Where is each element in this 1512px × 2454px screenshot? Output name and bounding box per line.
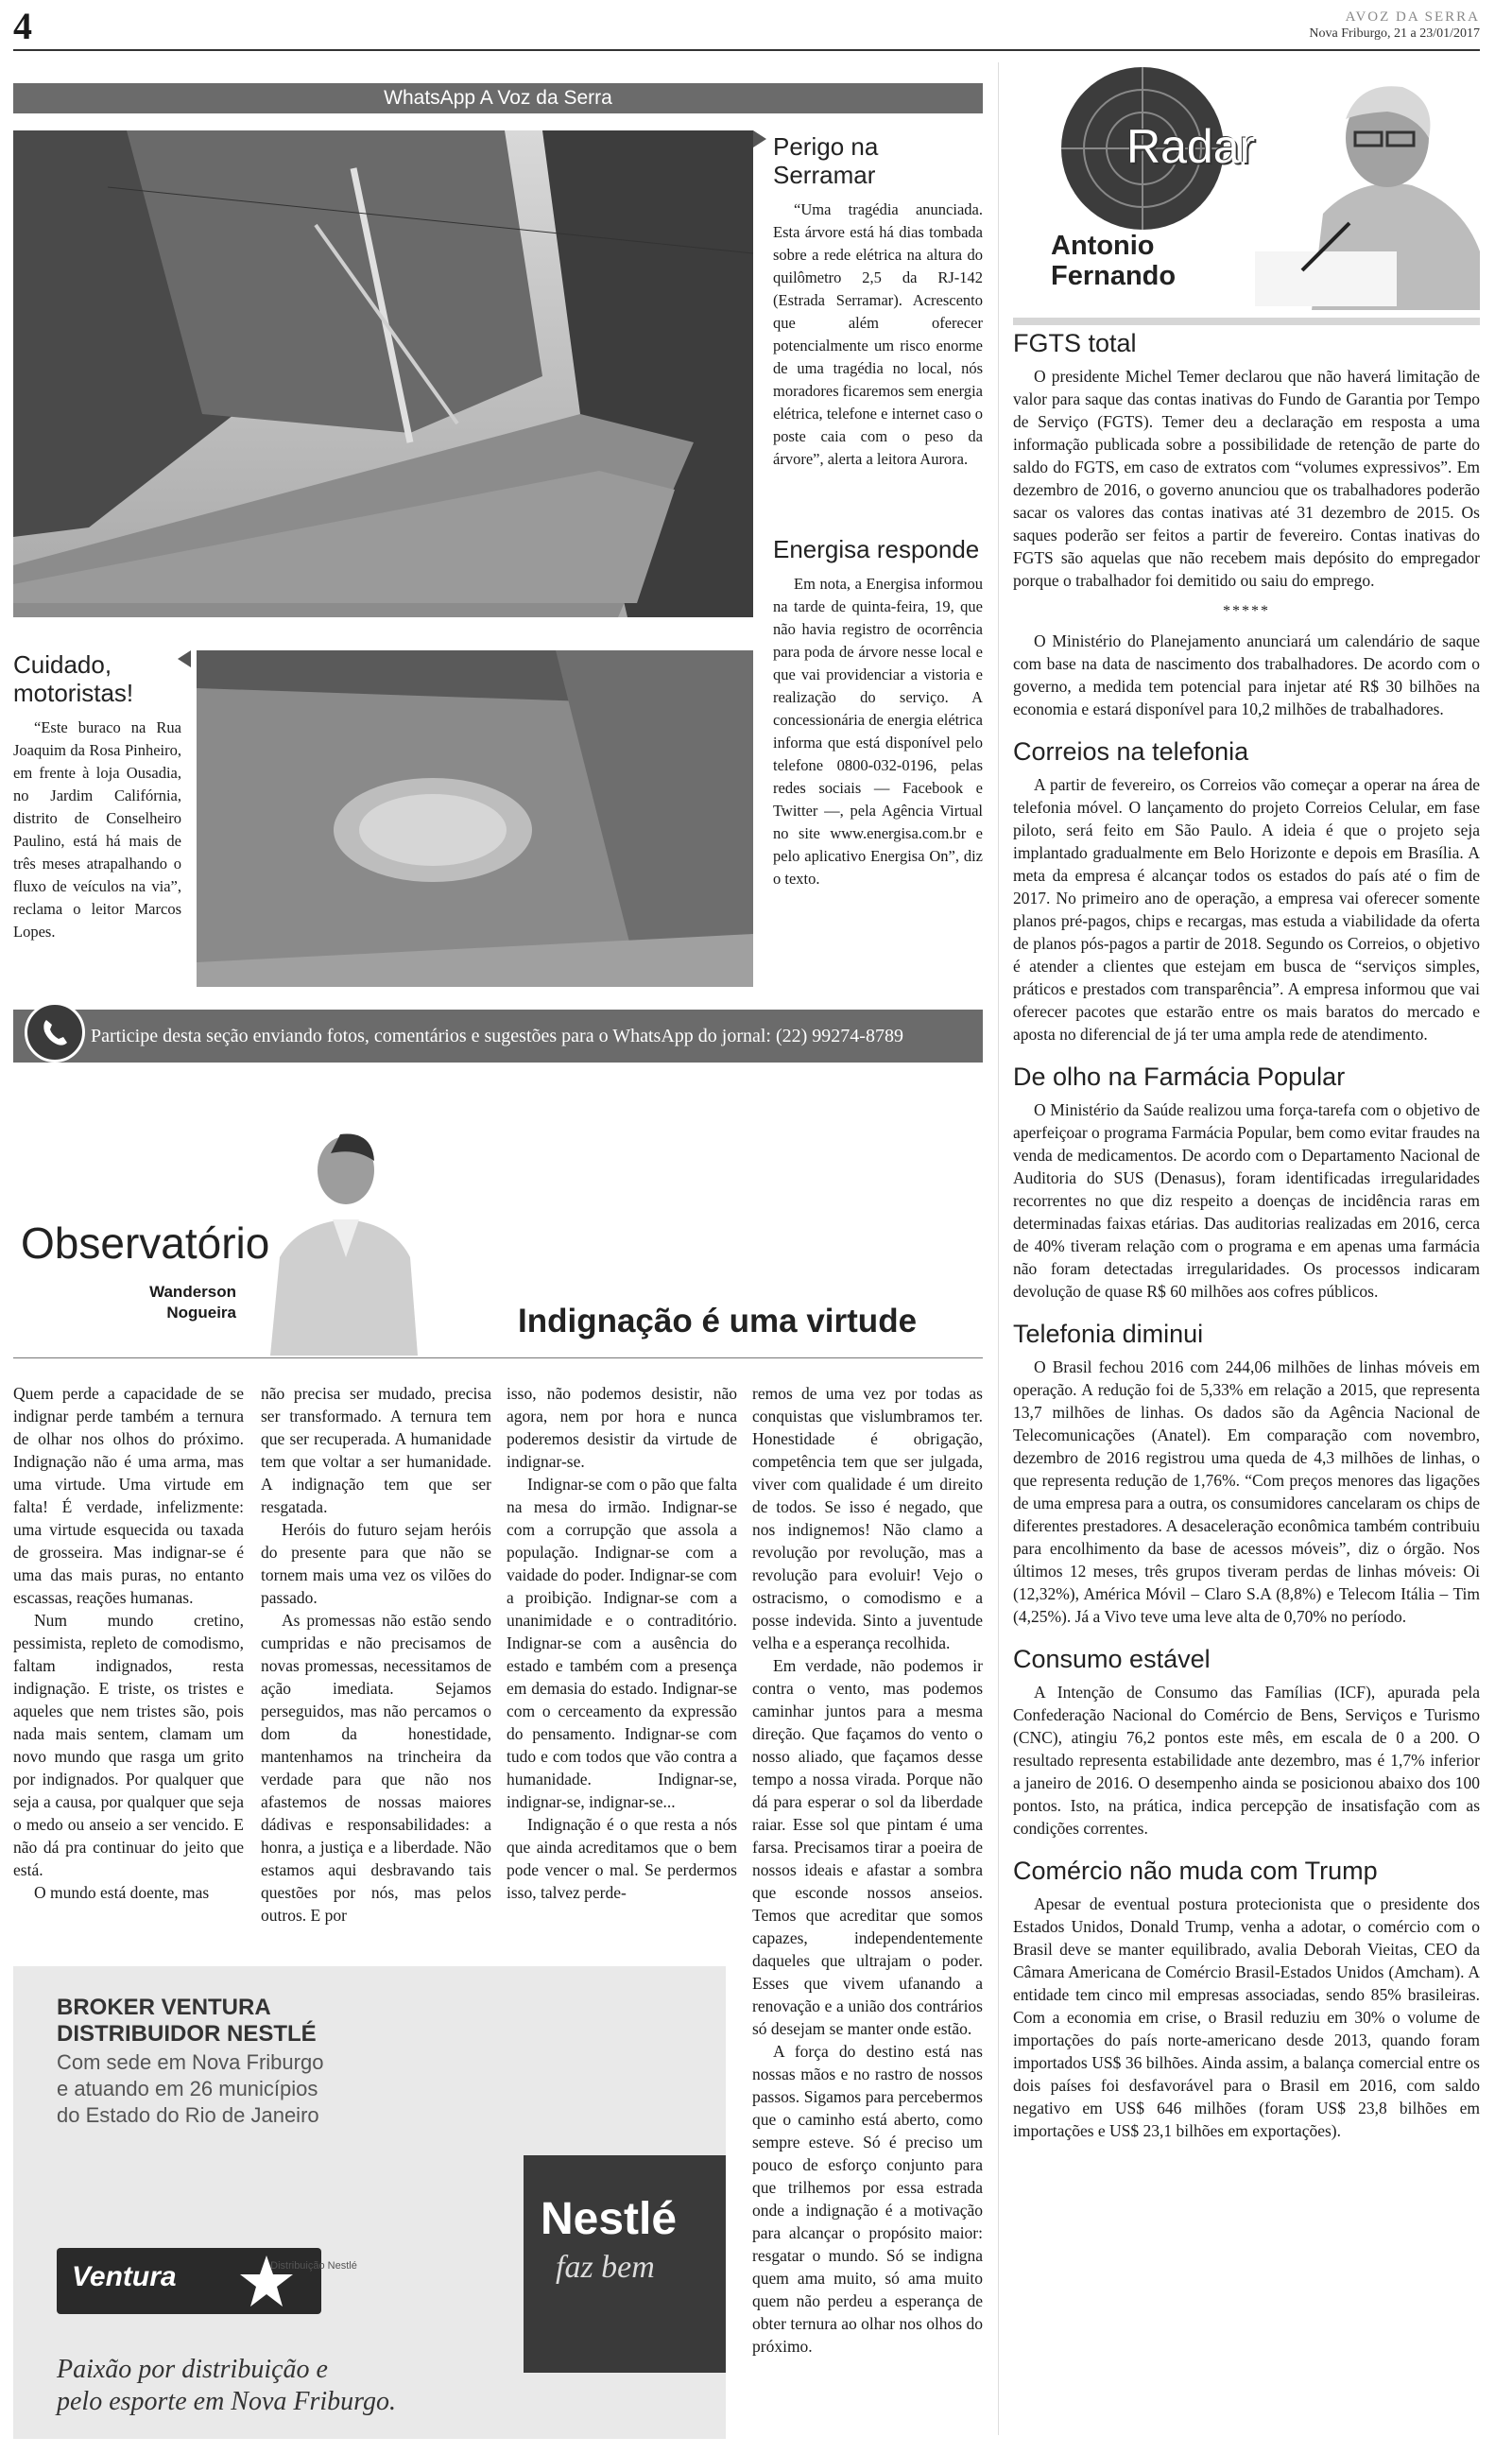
radar-item-comercio xyxy=(1013,1857,1480,2142)
ventura-logo-text: Ventura xyxy=(72,2261,177,2292)
obs-para: Indignação é o que resta a nós que ainda acreditamos que o bem pode vencer o mal. Se perdermos isso, talvez perde- xyxy=(507,1815,737,1902)
obs-para: A força do destino está nas nossas mãos e no rastro de nossos passos. Sigamos para percebermos que o caminho está aberto, como sempre esteve. Só é preciso um pouco de esforço conjunto para que trilhemos por essa estrada onde a indignação é a motivação para alcançar o propósito maior: resgatar o mundo. Só se indigna quem ama muito, só ama muito quem não perdeu a esperança de obter ternura ao olhar nos olhos do próximo. xyxy=(752,2042,983,2356)
ad-line-1: BROKER VENTURA xyxy=(57,1995,271,2020)
ad-distrib-badge xyxy=(266,2248,361,2314)
nestle-logo: Nestlé xyxy=(541,2194,678,2244)
observatorio-col-1 xyxy=(13,1382,244,1904)
photo-tree-on-power-line xyxy=(13,130,753,617)
observatorio-author: Wanderson Nogueira xyxy=(149,1283,236,1322)
observatorio-rule xyxy=(13,1357,983,1358)
photo-tree-illustration xyxy=(13,130,753,617)
radar-item-title: Consumo estável xyxy=(1013,1645,1211,1673)
radar-item-telefonia xyxy=(1013,1320,1480,1628)
radar-para: O presidente Michel Temer declarou que não haverá limitação de valor para saque das contas inativas do Fundo de Garantia por Tempo de Serviço (FGTS). Temer deu a declaração em resposta a uma informação publicada sobre a possibilidade de retenção de parte do saldo do FGTS, em caso de extratos com “volumes expressivos”. Em dezembro de 2016, o governo anunciou que os trabalhadores poderão sacar os valores das contas inativas até 31 dezembro de 2015. Os saques poderão ser feitos a partir de fevereiro. Contas inativas do FGTS são aquelas que não recebem mais depósito do empregador porque o trabalhador foi demitido ou saiu do emprego. xyxy=(1013,367,1480,590)
ad-tagline-2: pelo esporte em Nova Friburgo. xyxy=(57,2387,397,2416)
whatsapp-item-buraco xyxy=(13,650,181,943)
author-photo-wanderson xyxy=(261,1125,425,1356)
item-text-buraco: “Este buraco na Rua Joaquim da Rosa Pinheiro, em frente à loja Ousadia, no Jardim Califórnia, distrito de Conselheiro Paulino, está há mais de três meses atrapalhando o fluxo de veículos na via”, reclama o leitor Marcos Lopes. xyxy=(13,718,181,941)
item-text-serramar: “Uma tragédia anunciada. Esta árvore está há dias tombada sobre a rede elétrica na altura do quilômetro 2,5 da RJ-142 (Estrada Serramar). Acrescento que além oferecer potencialmente um risco enorme de uma tragédia no local, nós moradores ficaremos sem energia elétrica, telefone e internet caso o poste caia com o peso da árvore”, alerta a leitora Aurora. xyxy=(773,200,983,468)
photo-pothole xyxy=(197,650,753,987)
obs-para: Em verdade, não podemos ir contra o vento, mas podemos caminhar juntos para a mesma direção. Que façamos do vento o nosso aliado, que façamos desse tempo a nossa virada. Porque não dá para esperar o sol da liberdade raiar. Esse sol que pintam é uma farsa. Precisamos tirar a poeira de nossos ideais e afastar a sombra que esconde nossos anseios. Temos que acreditar que somos capazes, independentemente daqueles que ultrajam o poder. Esses que vivem ufanando a renovação e a união dos contrários só desejam se manter onde estão. xyxy=(752,1656,983,2038)
ad-broker-ventura[interactable] xyxy=(13,1966,726,2439)
item-text-energisa: Em nota, a Energisa informou na tarde de quinta-feira, 19, que não havia registro de ocorrência para poda de árvore nesse local e que vai providenciar a vistoria e realização do serviço. A concessionária de energia elétrica informa que está disponível pelo telefone 0800-032-0196, pelas redes sociais — Facebook e Twitter —, pela Agência Virtual no site www.energisa.com.br e pelo aplicativo Energisa On”, diz o texto. xyxy=(773,575,983,888)
radar-author-first: Antonio xyxy=(1051,231,1155,261)
whatsapp-item-energisa xyxy=(773,535,983,890)
ad-nestle-block xyxy=(524,2155,726,2373)
radar-item-title: Correios na telefonia xyxy=(1013,737,1249,766)
item-title-serramar: Perigo na Serramar xyxy=(773,132,879,189)
radar-items xyxy=(1013,329,1480,2142)
radar-item-title: Comércio não muda com Trump xyxy=(1013,1857,1378,1885)
ad-line-4: e atuando em 26 municípios xyxy=(57,2077,318,2100)
radar-para: O Ministério do Planejamento anunciará um calendário de saque com base na data de nascimento dos trabalhadores. De acordo com o governo, a medida tem potencial para injetar até R$ 30 bilhões na economia e estará disponível para 10,2 milhões de trabalhadores. xyxy=(1013,631,1480,718)
whatsapp-banner xyxy=(13,83,983,113)
obs-para: Quem perde a capacidade de se indignar perde também a ternura de olhar nos olhos do próximo. Indignação não é uma arma, mas uma virtude. Uma virtude em falta! É verdade, infelizmente: uma virtude esquecida ou taxada de grosseira. Mas indignar-se é uma das mais puras, no entanto escassas, reações humanas. xyxy=(13,1384,244,1607)
ad-line-2: DISTRIBUIDOR NESTLÉ xyxy=(57,2021,317,2047)
whatsapp-banner-title: WhatsApp A Voz da Serra xyxy=(384,87,612,109)
obs-para: Num mundo cretino, pessimista, repleto de comodismo, faltam indignados, resta indignação. E triste, os tristes e aqueles que nem tristes são, pois nada mais sentem, clamam um novo mundo que rasga um grito por indignados. Por qualquer que seja a causa, por qualquer que seja o medo ou anseio a ser vencido. E não dá pra continuar do jeito que está. xyxy=(13,1611,244,1879)
radar-author-last: Fernando xyxy=(1051,261,1177,291)
radar-para: A Intenção de Consumo das Famílias (ICF), apurada pela Confederação Nacional do Comércio de Bens, Serviços e Turismo (CNC), atingiu 76,2 pontos este mês, em escala de 0 a 200. O resultado representa estabilidade ante dezembro, mas é 1,7% inferior a janeiro de 2016. O desempenho ainda se posicionou abaixo dos 100 pontos. Isto, na prática, indica percepção de insatisfação com as condições correntes. xyxy=(1013,1683,1480,1838)
observatorio-col-2 xyxy=(261,1382,491,1927)
ad-line-3: Com sede em Nova Friburgo xyxy=(57,2050,324,2074)
radar-item-farmacia xyxy=(1013,1063,1480,1303)
radar-item-title: Telefonia diminui xyxy=(1013,1320,1204,1348)
radar-para: O Brasil fechou 2016 com 244,06 milhões de linhas móveis em operação. A redução foi de 5,33% em relação a 2015, que representa 13,7 milhões de linhas. Os dados são da Agência Nacional de Telecomunicações (Anatel). Em comparação com novembro, dezembro de 2016 registrou uma queda de 4,3 milhões de linhas, o que representa redução de 1,76%. “Com preços menores das ligações de uma empresa para a outra, os consumidores cancelaram os chips de diferentes prestadores. A desaceleração econômica também contribuiu para encolhimento da base de acessos móveis”, diz o órgão. Nos últimos 12 meses, três grupos tiveram perdas de linhas móveis: Oi (12,32%), América Móvil – Claro S.A (8,8%) e Telecom Itália – Tim (4,25%). Já a Vivo teve uma leve alta de 0,70% no período. xyxy=(1013,1357,1480,1626)
observatorio-col-4 xyxy=(752,1382,983,2358)
whatsapp-item-serramar xyxy=(773,132,983,471)
obs-para: Indignar-se com o pão que falta na mesa do irmão. Indignar-se com a corrupção que assola a população. Indignar-se com a vaidade do poder. Indignar-se com a proibição. Indignar-se com a unanimidade e o contraditório. Indignar-se com a ausência do estado e também com a presença em demasia do estado. Indignar-se com o cerceamento da expressão do pensamento. Indignar-se com tudo e com todos que vão contra a humanidade. Indignar-se, indignar-se, indignar-se... xyxy=(507,1475,737,1811)
radar-item-consumo xyxy=(1013,1645,1480,1840)
radar-header xyxy=(1013,62,1480,325)
person-silhouette-icon xyxy=(261,1125,425,1356)
obs-para: As promessas não estão sendo cumpridas e não precisamos de novas promessas, necessitamos de ação imediata. Sejamos perseguidos, mas não percamos o dom da honestidade, mantenhamos na trincheira da verdade para que não nos afastemos de nossas maiores dádivas e responsabilidades: a honra, a justiça e a liberdade. Não estamos aqui desbravando tais questões por nós, mas pelos outros. E por xyxy=(261,1611,491,1925)
ad-tagline-1: Paixão por distribuição e xyxy=(57,2355,328,2384)
radar-para: Apesar de eventual postura protecionista que o presidente dos Estados Unidos, Donald Trump, venha a adotar, o comércio com o Brasil deve se manter equilibrado, avalia Deborah Vieitas, CEO da Câmara Americana de Comércio Brasil-Estados Unidos (Amcham). A entidade tem cinco mil empresas associadas, sendo 85% brasileiras. Com a economia em crise, o Brasil reduziu em 30% o volume de importações do país norte-americano desde 2013, quando foram importados US$ 36 bilhões. Ainda assim, a balança comercial entre os dois países foi desfavorável para o Brasil em 2016, com saldo negativo em US$ 646 milhões (foram US$ 23,8 bilhões em importações e US$ 23,1 bilhões em exportações). xyxy=(1013,1894,1480,2140)
whatsapp-footer-text: Participe desta seção enviando fotos, comentários e sugestões para o WhatsApp do jornal: (22) 99274-8789 xyxy=(91,1026,903,1046)
author-photo-antonio xyxy=(1236,62,1480,310)
item-title-energisa: Energisa responde xyxy=(773,535,980,563)
photo-pothole-illustration xyxy=(197,650,753,987)
nestle-slogan: faz bem xyxy=(556,2250,655,2285)
radar-item-fgts xyxy=(1013,329,1480,720)
observatorio-headline: Indignação é uma virtude xyxy=(518,1303,918,1339)
header-rule xyxy=(13,49,1480,51)
paper-name: AVOZ DA SERRA xyxy=(1345,9,1480,25)
radar-item-title: De olho na Farmácia Popular xyxy=(1013,1063,1346,1091)
distrib-badge-text: Distribuição Nestlé xyxy=(270,2260,357,2272)
person-writing-illustration xyxy=(1236,62,1480,310)
radar-para: A partir de fevereiro, os Correios vão começar a operar na área de telefonia móvel. O lançamento do projeto Correios Celular, em fase piloto, será feito em São Paulo. A ideia é que o projeto seja implantado gradualmente em Belo Horizonte e depois em Brasília. A meta da empresa é alcançar todos os estados do país até o fim de 2017. No primeiro ano de operação, a empresa vai oferecer somente planos pré-pagos, chips e recargas, mas estuda a viabilidade da oferta de planos pós-pagos a partir de 2018. Segundo os Correios, o objetivo é atender a clientes que estejam em busca de “serviços simples, práticos e prestados com transparência”. A empresa informou que vai oferecer pacotes que estarão entre os mais baratos do mercado e aposta no diferencial de já ter uma ampla rede de atendimento. xyxy=(1013,775,1480,1044)
ad-line-5: do Estado do Rio de Janeiro xyxy=(57,2103,319,2127)
item-title-buraco: Cuidado, motoristas! xyxy=(13,650,134,707)
page-number: 4 xyxy=(13,5,32,47)
radar-column-name: Radar xyxy=(1126,120,1256,173)
radar-separator: ***** xyxy=(1223,603,1270,619)
observatorio-col-3 xyxy=(507,1382,737,1904)
obs-para: isso, não podemos desistir, não agora, nem por hora e nunca poderemos desistir da virtude de indignar-se. xyxy=(507,1384,737,1471)
observatorio-column-name: Observatório xyxy=(21,1218,270,1268)
column-divider xyxy=(998,62,999,2435)
edition-date: Nova Friburgo, 21 a 23/01/2017 xyxy=(1309,26,1480,41)
radar-item-title: FGTS total xyxy=(1013,329,1137,357)
whatsapp-item-arrow xyxy=(753,130,766,147)
radar-item-correios xyxy=(1013,737,1480,1046)
obs-para: O mundo está doente, mas xyxy=(34,1883,210,1902)
whatsapp-icon xyxy=(25,1002,85,1063)
obs-para: remos de uma vez por todas as conquistas que vislumbramos ter. Honestidade é obrigação, competência tem que ser julgada, viver com qualidade é um direito de todos. Se isso é negado, que nos indignemos! Não clamo a revolução por revolução, mas a revolução para evoluir! Vejo o ostracismo, o comodismo e a posse indevida. Sinto a juventude velha e a esperança recolhida. xyxy=(752,1384,983,1652)
radar-para: O Ministério da Saúde realizou uma força-tarefa com o objetivo de aperfeiçoar o programa Farmácia Popular, bem como evitar fraudes na venda de medicamentos. De acordo com o Departamento Nacional de Auditoria do SUS (Denasus), foram identificadas irregularidades recorrentes no que diz respeito a doenças de incidência raras em determinadas faixas etárias. Das auditorias realizadas em 2016, cerca de 40% tiveram relação com o programa e em apenas uma farmácia não foram detectadas irregularidades. Os processos indicaram devolução de quase R$ 60 milhões aos cofres públicos. xyxy=(1013,1100,1480,1301)
radar-header-rule xyxy=(1013,318,1480,325)
obs-para: Heróis do futuro sejam heróis do presente para que não se tornem mais uma vez os vilões do passado. xyxy=(261,1520,491,1607)
obs-para: não precisa ser mudado, precisa ser transformado. A ternura tem que ser recuperada. A humanidade tem que voltar a ser humanidade. A indignação tem que ser resgatada. xyxy=(261,1384,491,1516)
whatsapp-footer xyxy=(13,1010,983,1063)
